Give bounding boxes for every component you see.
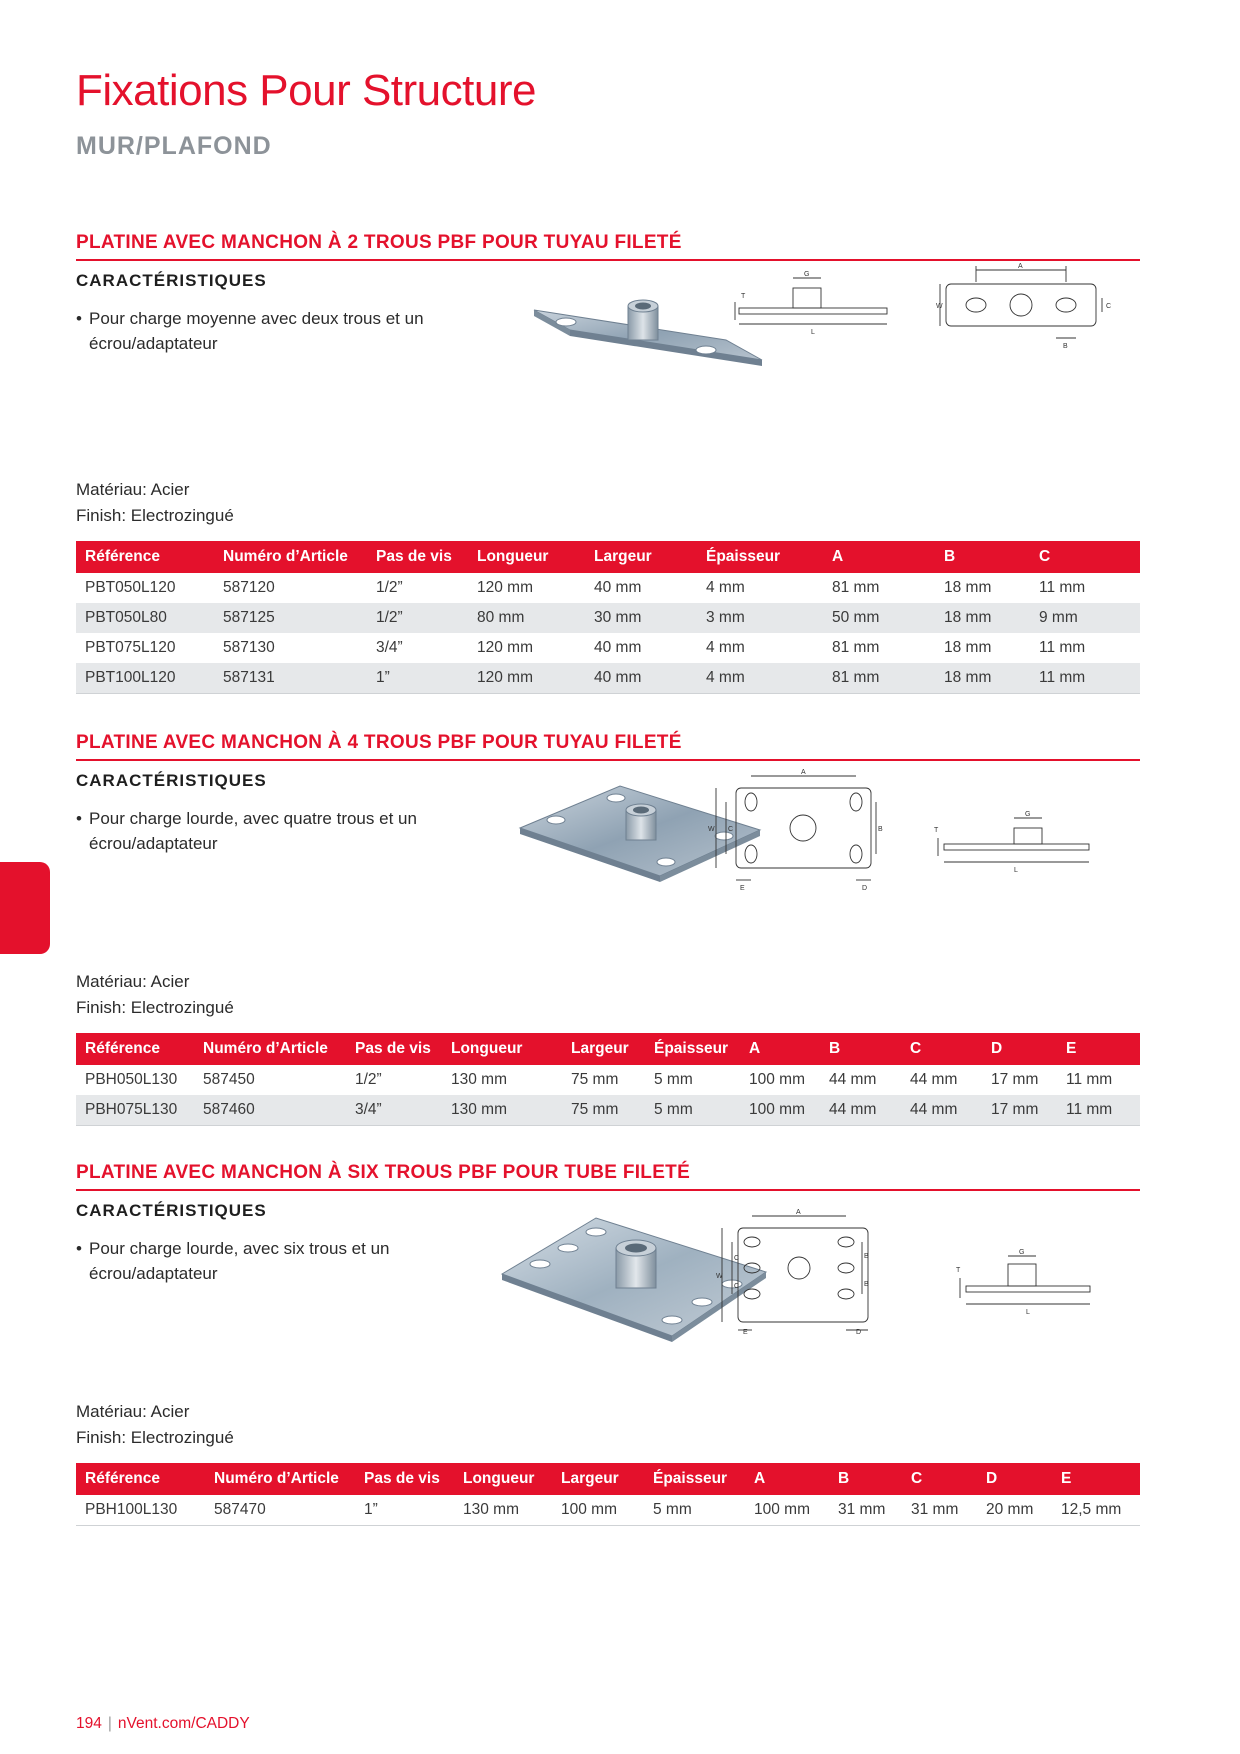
table-cell: 11 mm: [1057, 1095, 1140, 1126]
dimension-label-l: L: [811, 329, 815, 336]
column-header: A: [823, 541, 935, 573]
table-cell: 3/4”: [376, 639, 403, 656]
table-cell: 30 mm: [585, 603, 697, 633]
table-cell: 1/2”: [376, 579, 403, 596]
table-row: [76, 603, 1140, 633]
table-cell: 40 mm: [594, 639, 642, 656]
dimension-label-w: W: [708, 826, 715, 833]
spec-table-4-hole: [76, 1033, 1140, 1126]
dimension-label-b: B: [864, 1281, 869, 1288]
column-header: A: [745, 1463, 829, 1495]
column-header: Référence: [76, 1463, 205, 1495]
table-cell: 587120: [223, 579, 275, 596]
table-cell: 40 mm: [585, 663, 697, 694]
column-header: Référence: [76, 541, 214, 573]
side-view-drawing: [934, 810, 1094, 880]
column-header: B: [829, 1463, 902, 1495]
page-title: Fixations Pour Structure: [76, 66, 536, 115]
material-text: Matériau: Acier: [76, 480, 190, 499]
feature-bullet: • Pour charge lourde, avec quatre trous et un écrou/adaptateur: [76, 806, 489, 856]
table-cell: 11 mm: [1066, 1071, 1113, 1088]
column-header: Largeur: [552, 1463, 644, 1495]
table-cell: 75 mm: [571, 1071, 619, 1088]
table-cell: 5 mm: [644, 1495, 745, 1526]
column-header: B: [935, 541, 1030, 573]
table-cell: 18 mm: [944, 579, 992, 596]
table-cell: 4 mm: [706, 579, 745, 596]
table-row: [76, 1065, 1140, 1095]
table-row: [76, 573, 1140, 603]
table-cell: 587131: [214, 663, 367, 694]
table-cell: 5 mm: [645, 1095, 740, 1126]
section-4-hole-plate: [76, 732, 1140, 1118]
dimension-label-l: L: [1014, 867, 1018, 874]
table-cell: PBH075L130: [76, 1095, 194, 1126]
footer-separator: |: [107, 1715, 112, 1732]
section-subheading: CARACTÉRISTIQUES: [76, 1201, 267, 1220]
footer: [76, 1715, 250, 1733]
dimension-label-c: C: [734, 1255, 740, 1262]
section-2-hole-plate: [76, 232, 1140, 686]
table-cell: 587450: [203, 1071, 255, 1088]
side-view-drawing: [731, 268, 891, 338]
dimension-label-a: A: [1018, 263, 1023, 270]
table-cell: PBT050L80: [76, 603, 214, 633]
column-header: Numéro d’Article: [214, 541, 367, 573]
dimension-label-t: T: [934, 827, 939, 834]
table-cell: 4 mm: [706, 639, 745, 656]
dimension-label-g: G: [1019, 1249, 1025, 1256]
table-cell: 80 mm: [468, 603, 585, 633]
table-cell: 100 mm: [552, 1495, 644, 1526]
table-cell: 130 mm: [451, 1071, 507, 1088]
material-text: Matériau: Acier: [76, 972, 190, 991]
table-cell: 44 mm: [910, 1071, 958, 1088]
table-header-row: [76, 1463, 1140, 1495]
column-header: D: [982, 1033, 1057, 1065]
table-cell: 4 mm: [697, 663, 823, 694]
column-header: Pas de vis: [346, 1033, 442, 1065]
table-cell: 11 mm: [1030, 663, 1140, 694]
dimension-label-c: C: [734, 1283, 740, 1290]
table-cell: 130 mm: [442, 1095, 562, 1126]
feature-bullet: • Pour charge lourde, avec six trous et un écrou/adaptateur: [76, 1236, 469, 1286]
table-cell: 5 mm: [654, 1071, 693, 1088]
section-title: PLATINE AVEC MANCHON À SIX TROUS PBF POUR TUBE FILETÉ: [76, 1162, 1140, 1191]
column-header: Numéro d’Article: [194, 1033, 346, 1065]
table-cell: 81 mm: [832, 639, 880, 656]
dimension-label-b: B: [1063, 343, 1068, 350]
column-header: C: [902, 1463, 977, 1495]
dimension-label-d: D: [862, 885, 868, 892]
dimension-label-b: B: [864, 1253, 869, 1260]
table-cell: PBH050L130: [85, 1071, 178, 1088]
table-cell: 120 mm: [477, 579, 533, 596]
table-cell: 12,5 mm: [1052, 1495, 1140, 1526]
table-cell: PBT100L120: [76, 663, 214, 694]
column-header: Largeur: [562, 1033, 645, 1065]
column-header: E: [1057, 1033, 1140, 1065]
table-cell: 17 mm: [982, 1095, 1057, 1126]
column-header: Pas de vis: [367, 541, 468, 573]
table-cell: 100 mm: [745, 1495, 829, 1526]
table-cell: 120 mm: [477, 639, 533, 656]
column-header: Épaisseur: [645, 1033, 740, 1065]
table-cell: 9 mm: [1030, 603, 1140, 633]
column-header: Épaisseur: [644, 1463, 745, 1495]
table-cell: 587130: [223, 639, 275, 656]
section-title: PLATINE AVEC MANCHON À 2 TROUS PBF POUR TUYAU FILETÉ: [76, 232, 1140, 261]
column-header: D: [977, 1463, 1052, 1495]
table-cell: 3 mm: [697, 603, 823, 633]
table-cell: 75 mm: [562, 1095, 645, 1126]
section-6-hole-plate: [76, 1162, 1140, 1518]
table-cell: 44 mm: [901, 1095, 982, 1126]
column-header: Référence: [76, 1033, 194, 1065]
table-cell: 587460: [194, 1095, 346, 1126]
column-header: Épaisseur: [697, 541, 823, 573]
dimension-label-g: G: [1025, 811, 1031, 818]
table-cell: 18 mm: [944, 639, 992, 656]
product-photo-2-hole: [526, 292, 766, 382]
table-cell: 100 mm: [740, 1095, 820, 1126]
table-header-row: [76, 541, 1140, 573]
table-row: [76, 663, 1140, 694]
table-cell: 17 mm: [991, 1071, 1039, 1088]
dimension-label-e: E: [743, 1329, 748, 1336]
material-text: Matériau: Acier: [76, 1402, 190, 1421]
dimension-label-w: W: [936, 303, 943, 310]
table-cell: 587125: [214, 603, 367, 633]
dimension-label-a: A: [801, 769, 806, 776]
section-title: PLATINE AVEC MANCHON À 4 TROUS PBF POUR TUYAU FILETÉ: [76, 732, 1140, 761]
table-cell: PBH100L130: [76, 1495, 205, 1526]
table-cell: PBT050L120: [85, 579, 176, 596]
table-cell: 18 mm: [935, 663, 1030, 694]
table-row: [76, 1095, 1140, 1126]
dimension-label-w: W: [716, 1273, 723, 1280]
column-header: B: [820, 1033, 901, 1065]
table-cell: 11 mm: [1039, 639, 1086, 656]
column-header: C: [1030, 541, 1140, 573]
dimension-label-d: D: [856, 1329, 862, 1336]
top-view-drawing: [716, 1208, 896, 1338]
table-cell: 587470: [205, 1495, 355, 1526]
table-cell: 44 mm: [829, 1071, 877, 1088]
dimension-label-t: T: [956, 1267, 961, 1274]
section-subheading: CARACTÉRISTIQUES: [76, 771, 267, 790]
top-view-drawing: [706, 768, 886, 898]
page-number: 194: [76, 1715, 102, 1732]
dimension-label-a: A: [796, 1209, 801, 1216]
dimension-label-c: C: [728, 826, 734, 833]
top-view-drawing: [936, 262, 1116, 352]
table-cell: 81 mm: [832, 579, 880, 596]
column-header: C: [901, 1033, 982, 1065]
table-cell: 1/2”: [367, 603, 468, 633]
dimension-label-l: L: [1026, 1309, 1030, 1316]
column-header: Pas de vis: [355, 1463, 454, 1495]
column-header: Longueur: [454, 1463, 552, 1495]
finish-text: Finish: Electrozingué: [76, 998, 234, 1017]
table-cell: 11 mm: [1039, 579, 1086, 596]
spec-table-2-hole: [76, 541, 1140, 694]
table-row: [76, 633, 1140, 663]
column-header: Longueur: [442, 1033, 562, 1065]
table-header-row: [76, 1033, 1140, 1065]
table-cell: 120 mm: [468, 663, 585, 694]
table-cell: 81 mm: [823, 663, 935, 694]
finish-text: Finish: Electrozingué: [76, 506, 234, 525]
dimension-label-b: B: [878, 826, 883, 833]
dimension-label-c: C: [1106, 303, 1112, 310]
table-cell: 3/4”: [346, 1095, 442, 1126]
column-header: Numéro d’Article: [205, 1463, 355, 1495]
table-cell: 44 mm: [820, 1095, 901, 1126]
section-subheading: CARACTÉRISTIQUES: [76, 271, 267, 290]
table-row: [76, 1495, 1140, 1526]
footer-link[interactable]: nVent.com/CADDY: [117, 1715, 250, 1732]
table-cell: 1”: [355, 1495, 454, 1526]
table-cell: PBT075L120: [85, 639, 176, 656]
dimension-label-t: T: [741, 293, 746, 300]
dimension-label-g: G: [804, 271, 810, 278]
column-header: Largeur: [585, 541, 697, 573]
feature-bullet: • Pour charge moyenne avec deux trous et un écrou/adaptateur: [76, 306, 469, 356]
table-cell: 20 mm: [977, 1495, 1052, 1526]
column-header: E: [1052, 1463, 1140, 1495]
table-cell: 18 mm: [935, 603, 1030, 633]
table-cell: 31 mm: [902, 1495, 977, 1526]
table-cell: 100 mm: [749, 1071, 805, 1088]
spec-table-6-hole: [76, 1463, 1140, 1526]
column-header: A: [740, 1033, 820, 1065]
table-cell: 130 mm: [454, 1495, 552, 1526]
table-cell: 40 mm: [594, 579, 642, 596]
page-subtitle: MUR/PLAFOND: [76, 132, 272, 160]
column-header: Longueur: [468, 541, 585, 573]
finish-text: Finish: Electrozingué: [76, 1428, 234, 1447]
side-view-drawing: [956, 1248, 1096, 1318]
side-tab-marker: [0, 862, 50, 954]
table-cell: 50 mm: [823, 603, 935, 633]
table-cell: 31 mm: [829, 1495, 902, 1526]
dimension-label-e: E: [740, 885, 745, 892]
table-cell: 1/2”: [355, 1071, 382, 1088]
table-cell: 1”: [367, 663, 468, 694]
